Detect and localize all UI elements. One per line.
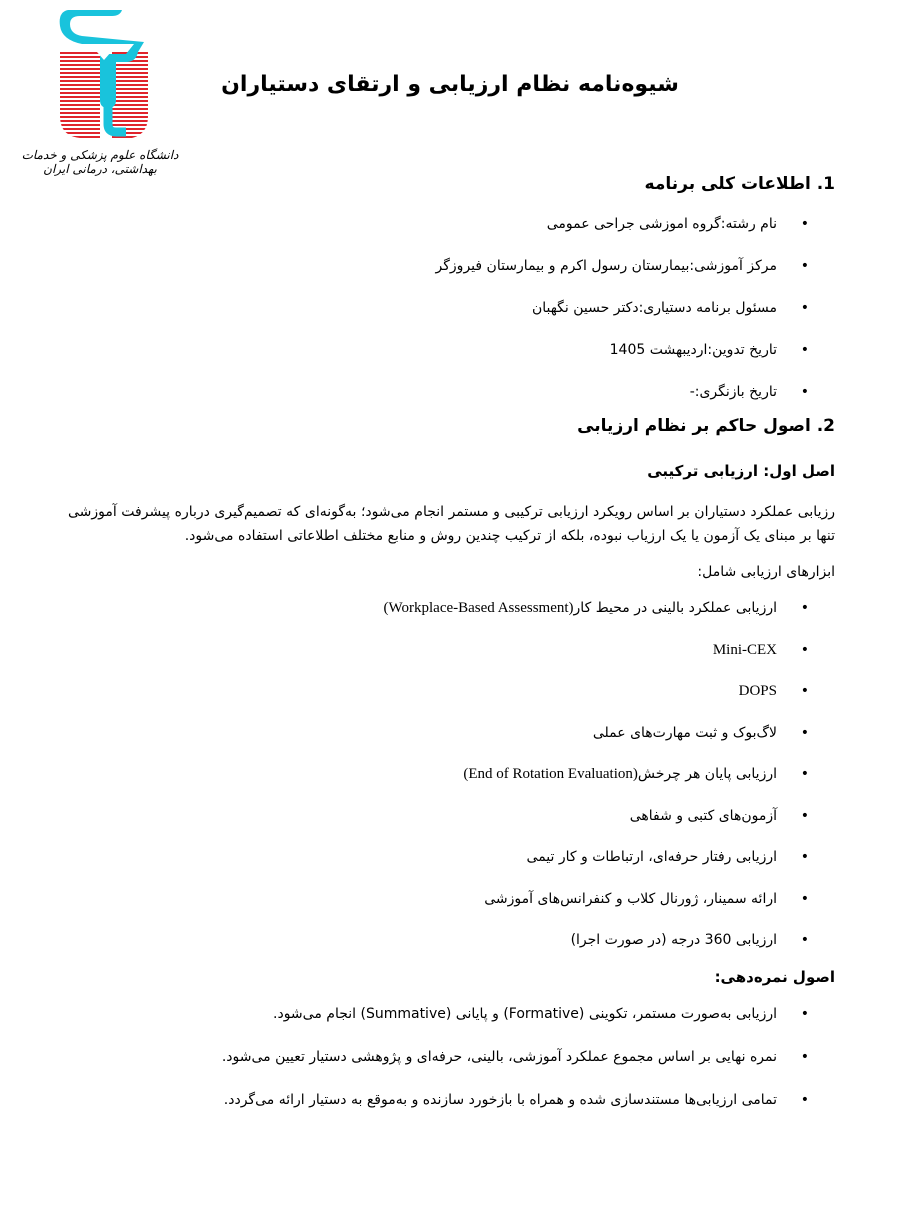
list-item — [68, 640, 835, 660]
list-item: • مسئول برنامه دستیاری:دکتر حسین نگهبان — [68, 298, 835, 318]
list-item — [68, 889, 835, 909]
scoring-list — [68, 1004, 835, 1110]
tool-fa: ارزیابی 360 درجه (در صورت اجرا) — [570, 932, 777, 948]
university-logo-graphic — [8, 4, 188, 154]
page-title: شیوه‌نامه نظام ارزیابی و ارتقای دستیاران — [221, 72, 679, 97]
tool-fa: ارزیابی پایان هر چرخش — [637, 766, 777, 782]
list-item — [68, 847, 835, 867]
document-body — [68, 166, 835, 1133]
list-item — [68, 723, 835, 743]
list-item — [68, 598, 835, 618]
list-item: • تاریخ بازنگری:- — [68, 382, 835, 402]
list-item — [68, 764, 835, 784]
list-item — [68, 930, 835, 950]
principle-1-paragraph: رزیابی عملکرد دستیاران بر اساس رویکرد ارزیابی ترکیبی و مستمر انجام می‌شود؛ به‌گونه‌ای که تصمیم‌گیری درباره پیشرفت آموزشی تنها بر مبنای یک آزمون یا یک ارزیاب نبوده، بلکه از ترکیب چندین روش و منابع مختلف اطلاعاتی استفاده می‌شود. — [68, 504, 835, 544]
tool-fa: ارزیابی عملکرد بالینی در محیط کار — [573, 600, 777, 616]
list-item: • ارزیابی به‌صورت مستمر، تکوینی (Formative) و پایانی (Summative) انجام می‌شود. — [68, 1004, 835, 1024]
scoring-heading: اصول نمره‌دهی: — [714, 968, 835, 986]
program-info-list — [68, 214, 835, 402]
logo-caption: دانشگاه علوم پزشکی و خدمات بهداشتی، درمانی ایران — [21, 148, 179, 176]
tool-fa: ارائه سمینار، ژورنال کلاب و کنفرانس‌های آموزشی — [484, 890, 777, 907]
tool-en: (Workplace-Based Assessment) — [383, 600, 574, 616]
list-item — [68, 681, 835, 701]
list-item: • تمامی ارزیابی‌ها مستندسازی شده و همراه با بازخورد سازنده و به‌موقع به دستیار ارائه می‌گردد. — [68, 1090, 835, 1110]
tool-en: DOPS — [738, 683, 777, 699]
section-1-heading: 1. اطلاعات کلی برنامه — [644, 174, 835, 194]
assessment-tools-list — [68, 598, 835, 950]
section-2-heading: 2. اصول حاکم بر نظام ارزیابی — [577, 416, 835, 436]
list-item — [68, 806, 835, 826]
tool-en: Mini-CEX — [712, 641, 777, 658]
list-item: • نام رشته:گروه اموزشی جراحی عمومی — [68, 214, 835, 234]
list-item: • نمره نهایی بر اساس مجموع عملکرد آموزشی، بالینی، حرفه‌ای و پژوهشی دستیار تعیین می‌شود. — [68, 1047, 835, 1067]
tool-fa: آزمون‌های کتبی و شفاهی — [629, 807, 777, 824]
tool-fa: لاگ‌بوک و ثبت مهارت‌های عملی — [592, 724, 777, 741]
tools-intro: ابزارهای ارزیابی شامل: — [697, 564, 835, 580]
tool-en: (End of Rotation Evaluation) — [463, 766, 638, 782]
tool-fa: ارزیابی رفتار حرفه‌ای، ارتباطات و کار تیمی — [526, 849, 777, 865]
list-item: • تاریخ تدوین:اردیبهشت 1405 — [68, 340, 835, 360]
principle-1-heading: اصل اول: ارزیابی ترکیبی — [647, 462, 835, 480]
list-item: • مرکز آموزشی:بیمارستان رسول اکرم و بیمارستان فیروزگر — [68, 256, 835, 276]
